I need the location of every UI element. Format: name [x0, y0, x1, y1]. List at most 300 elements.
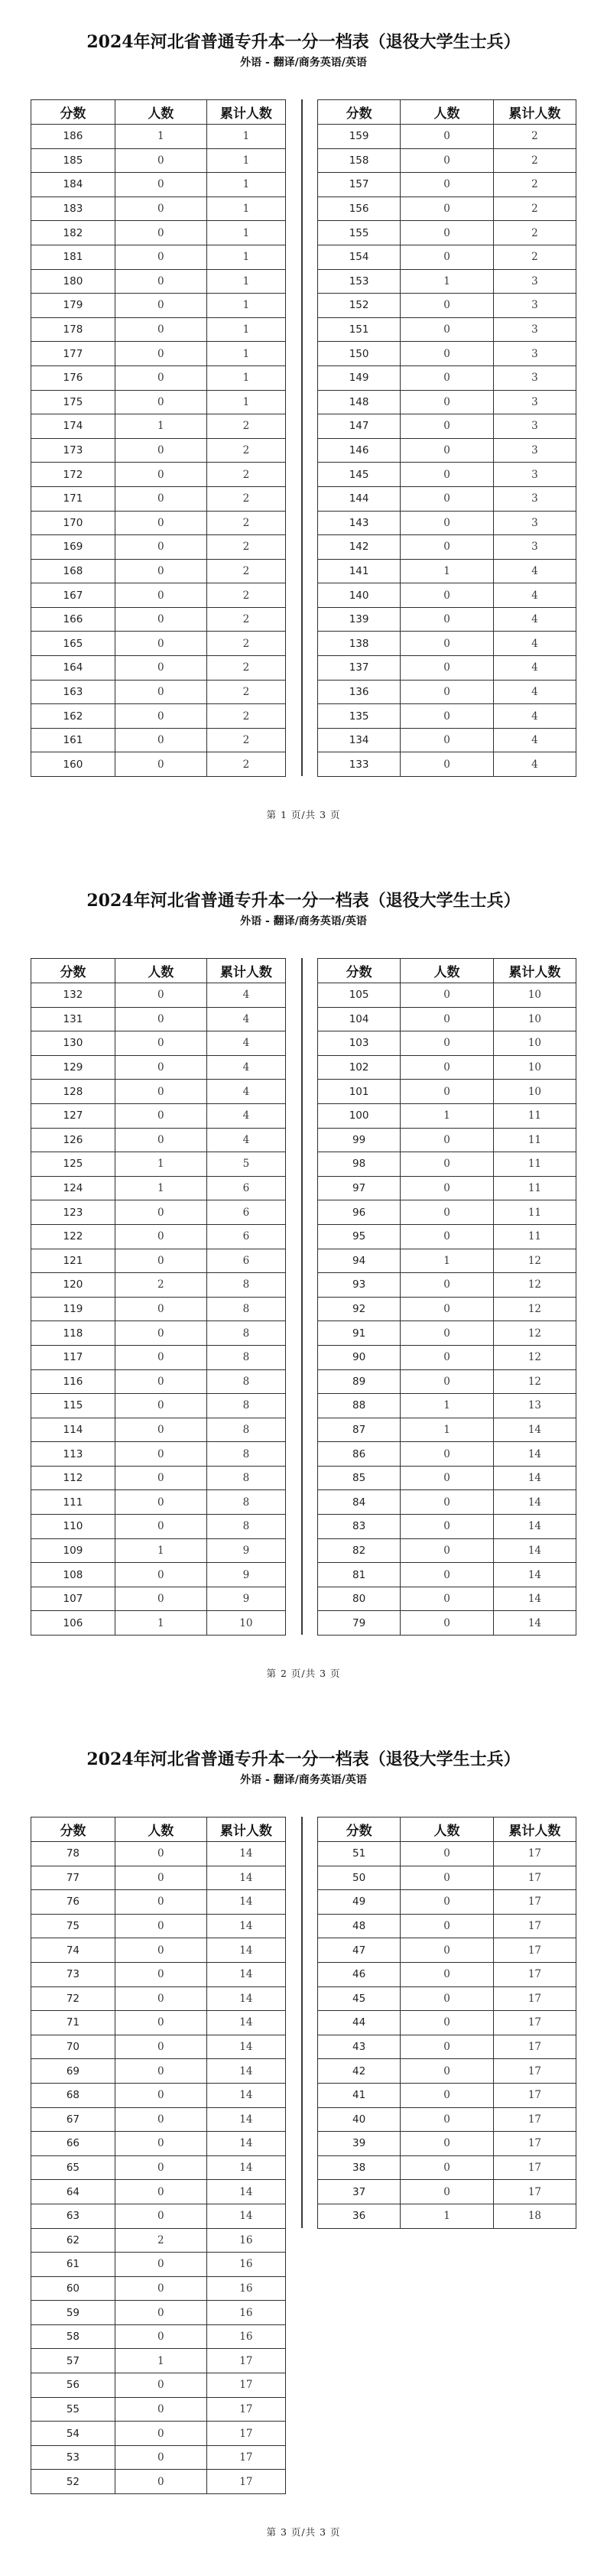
cumulative-cell: 17	[493, 1914, 576, 1938]
cumulative-cell: 8	[206, 1418, 285, 1442]
table-row	[31, 2228, 286, 2253]
cumulative-cell: 3	[493, 486, 576, 511]
count-cell: 0	[115, 1986, 206, 2011]
score-cell: 163	[31, 680, 115, 704]
score-cell: 106	[31, 1611, 115, 1636]
table-row	[318, 125, 576, 149]
count-cell: 0	[401, 197, 494, 221]
score-cell: 176	[31, 365, 115, 390]
count-cell: 0	[401, 1055, 494, 1080]
cumulative-cell: 3	[493, 269, 576, 294]
score-cell: 61	[31, 2253, 115, 2277]
score-cell: 71	[31, 2011, 115, 2035]
score-cell: 142	[318, 535, 401, 560]
cumulative-cell: 4	[493, 607, 576, 632]
count-cell: 0	[401, 535, 494, 560]
cumulative-cell: 14	[493, 1418, 576, 1442]
table-row	[318, 1128, 576, 1152]
table-row	[31, 656, 286, 681]
column-header: 累计人数	[206, 100, 285, 125]
count-cell: 0	[401, 2083, 494, 2107]
table-row	[318, 1273, 576, 1298]
cumulative-cell: 8	[206, 1442, 285, 1467]
count-cell: 1	[401, 1103, 494, 1128]
table-row	[31, 2132, 286, 2156]
table-row	[31, 1224, 286, 1249]
cumulative-cell: 17	[493, 1986, 576, 2011]
score-cell: 140	[318, 583, 401, 608]
count-cell: 0	[115, 752, 206, 777]
score-cell: 127	[31, 1103, 115, 1128]
table-row	[31, 173, 286, 197]
count-cell: 0	[115, 1031, 206, 1056]
cumulative-cell: 8	[206, 1369, 285, 1394]
cumulative-cell: 3	[493, 342, 576, 366]
column-header: 分数	[318, 100, 401, 125]
score-cell: 179	[31, 294, 115, 318]
score-cell: 97	[318, 1176, 401, 1200]
cumulative-cell: 14	[493, 1563, 576, 1587]
table-row	[31, 2422, 286, 2446]
count-cell: 0	[115, 1914, 206, 1938]
score-cell: 166	[31, 607, 115, 632]
count-cell: 0	[401, 1442, 494, 1467]
score-cell: 139	[318, 607, 401, 632]
count-cell: 0	[115, 2301, 206, 2325]
table-row	[318, 1369, 576, 1394]
cumulative-cell: 17	[493, 1866, 576, 1890]
cumulative-cell: 8	[206, 1466, 285, 1490]
table-row	[31, 2035, 286, 2059]
table-row	[31, 704, 286, 729]
cumulative-cell: 4	[206, 1103, 285, 1128]
score-cell: 134	[318, 728, 401, 752]
cumulative-cell: 3	[493, 365, 576, 390]
count-cell: 0	[115, 1080, 206, 1104]
cumulative-cell: 10	[493, 1080, 576, 1104]
count-cell: 0	[401, 1080, 494, 1104]
cumulative-cell: 16	[206, 2301, 285, 2325]
column-header: 累计人数	[493, 1817, 576, 1842]
score-cell: 91	[318, 1321, 401, 1346]
score-cell: 113	[31, 1442, 115, 1467]
count-cell: 0	[115, 1587, 206, 1611]
column-header: 分数	[31, 1817, 115, 1842]
cumulative-cell: 2	[206, 704, 285, 729]
count-cell: 0	[115, 2324, 206, 2349]
score-cell: 62	[31, 2228, 115, 2253]
count-cell: 0	[115, 1055, 206, 1080]
table-row	[318, 559, 576, 583]
page-number-footer: 第 3 页/共 3 页	[266, 2526, 341, 2538]
column-header: 累计人数	[493, 100, 576, 125]
score-cell: 63	[31, 2204, 115, 2228]
score-cell: 102	[318, 1055, 401, 1080]
count-cell: 0	[115, 1297, 206, 1321]
table-row	[318, 414, 576, 439]
table-row	[31, 1249, 286, 1273]
count-cell: 0	[401, 1563, 494, 1587]
score-cell: 121	[31, 1249, 115, 1273]
score-cell: 96	[318, 1200, 401, 1225]
score-cell: 41	[318, 2083, 401, 2107]
cumulative-cell: 2	[206, 728, 285, 752]
score-cell: 128	[31, 1080, 115, 1104]
score-cell: 83	[318, 1515, 401, 1539]
table-divider	[301, 1817, 303, 2228]
count-cell: 1	[401, 2204, 494, 2228]
count-cell: 0	[115, 1128, 206, 1152]
score-cell: 93	[318, 1273, 401, 1298]
table-row	[31, 148, 286, 173]
count-cell: 0	[401, 1321, 494, 1346]
score-cell: 120	[31, 1273, 115, 1298]
page-number-footer: 第 1 页/共 3 页	[266, 809, 341, 820]
count-cell: 0	[401, 983, 494, 1008]
table-row	[318, 1249, 576, 1273]
table-row	[31, 414, 286, 439]
table-row	[318, 365, 576, 390]
count-cell: 0	[401, 1538, 494, 1563]
count-cell: 0	[115, 1890, 206, 1915]
cumulative-cell: 1	[206, 342, 285, 366]
count-cell: 1	[401, 269, 494, 294]
count-cell: 0	[401, 1842, 494, 1866]
table-row	[31, 1490, 286, 1515]
score-cell: 99	[318, 1128, 401, 1152]
count-cell: 0	[115, 317, 206, 342]
score-cell: 76	[31, 1890, 115, 1915]
cumulative-cell: 17	[206, 2349, 285, 2373]
cumulative-cell: 6	[206, 1224, 285, 1249]
score-cell: 43	[318, 2035, 401, 2059]
count-cell: 0	[115, 1466, 206, 1490]
cumulative-cell: 16	[206, 2228, 285, 2253]
count-cell: 1	[115, 125, 206, 149]
count-cell: 0	[401, 1369, 494, 1394]
score-cell: 100	[318, 1103, 401, 1128]
table-row	[31, 197, 286, 221]
count-cell: 0	[115, 983, 206, 1008]
score-cell: 143	[318, 511, 401, 535]
count-cell: 0	[115, 535, 206, 560]
count-cell: 0	[401, 1938, 494, 1963]
count-cell: 0	[401, 245, 494, 269]
table-row	[31, 1369, 286, 1394]
column-header: 分数	[31, 100, 115, 125]
count-cell: 0	[401, 583, 494, 608]
score-cell: 118	[31, 1321, 115, 1346]
count-cell: 0	[401, 752, 494, 777]
cumulative-cell: 2	[206, 680, 285, 704]
cumulative-cell: 2	[206, 632, 285, 656]
table-row	[318, 1055, 576, 1080]
table-row	[31, 2059, 286, 2084]
cumulative-cell: 12	[493, 1297, 576, 1321]
table-row	[318, 1962, 576, 1986]
count-cell: 0	[115, 1103, 206, 1128]
count-cell: 0	[115, 2253, 206, 2277]
score-cell: 180	[31, 269, 115, 294]
table-row	[318, 1176, 576, 1200]
cumulative-cell: 2	[206, 583, 285, 608]
count-cell: 0	[115, 1200, 206, 1225]
score-cell: 115	[31, 1394, 115, 1418]
score-cell: 103	[318, 1031, 401, 1056]
score-cell: 67	[31, 2107, 115, 2132]
column-header: 人数	[115, 959, 206, 983]
table-divider	[301, 958, 303, 1635]
score-cell: 60	[31, 2276, 115, 2301]
cumulative-cell: 17	[493, 1890, 576, 1915]
table-row	[31, 1563, 286, 1587]
count-cell: 1	[115, 2349, 206, 2373]
table-row	[318, 983, 576, 1008]
score-cell: 145	[318, 463, 401, 487]
score-cell: 150	[318, 342, 401, 366]
score-cell: 159	[318, 125, 401, 149]
score-cell: 44	[318, 2011, 401, 2035]
score-cell: 117	[31, 1345, 115, 1369]
cumulative-cell: 14	[493, 1466, 576, 1490]
count-cell: 0	[115, 2445, 206, 2470]
cumulative-cell: 1	[206, 294, 285, 318]
cumulative-cell: 14	[206, 2035, 285, 2059]
table-row	[31, 1515, 286, 1539]
count-cell: 0	[115, 1962, 206, 1986]
cumulative-cell: 17	[493, 2035, 576, 2059]
table-row	[318, 1200, 576, 1225]
score-cell: 70	[31, 2035, 115, 2059]
count-cell: 0	[115, 245, 206, 269]
count-cell: 0	[115, 463, 206, 487]
table-row	[318, 1418, 576, 1442]
count-cell: 0	[401, 2132, 494, 2156]
score-cell: 65	[31, 2155, 115, 2180]
cumulative-cell: 2	[206, 486, 285, 511]
score-cell: 72	[31, 1986, 115, 2011]
score-cell: 172	[31, 463, 115, 487]
count-cell: 0	[115, 1938, 206, 1963]
score-cell: 124	[31, 1176, 115, 1200]
count-cell: 0	[401, 1986, 494, 2011]
cumulative-cell: 14	[206, 2059, 285, 2084]
column-header: 累计人数	[206, 959, 285, 983]
count-cell: 0	[401, 1914, 494, 1938]
score-cell: 156	[318, 197, 401, 221]
count-cell: 0	[401, 632, 494, 656]
score-cell: 51	[318, 1842, 401, 1866]
count-cell: 0	[115, 1249, 206, 1273]
score-table-left	[31, 1817, 286, 2494]
cumulative-cell: 14	[206, 2155, 285, 2180]
count-cell: 0	[401, 317, 494, 342]
table-row	[31, 1538, 286, 1563]
score-cell: 147	[318, 414, 401, 439]
cumulative-cell: 2	[206, 535, 285, 560]
cumulative-cell: 12	[493, 1321, 576, 1346]
cumulative-cell: 10	[493, 983, 576, 1008]
cumulative-cell: 8	[206, 1394, 285, 1418]
score-cell: 151	[318, 317, 401, 342]
header-row	[318, 100, 576, 125]
cumulative-cell: 1	[206, 365, 285, 390]
cumulative-cell: 17	[493, 2059, 576, 2084]
table-row	[31, 2324, 286, 2349]
header-row	[31, 100, 286, 125]
count-cell: 0	[401, 390, 494, 414]
cumulative-cell: 3	[493, 294, 576, 318]
table-row	[31, 583, 286, 608]
table-row	[318, 656, 576, 681]
count-cell: 0	[115, 1394, 206, 1418]
table-row	[31, 1031, 286, 1056]
header-row	[318, 1817, 576, 1842]
score-cell: 80	[318, 1587, 401, 1611]
cumulative-cell: 14	[206, 1986, 285, 2011]
count-cell: 0	[115, 197, 206, 221]
count-cell: 0	[401, 1866, 494, 1890]
score-cell: 50	[318, 1866, 401, 1890]
cumulative-cell: 2	[206, 607, 285, 632]
score-cell: 110	[31, 1515, 115, 1539]
cumulative-cell: 2	[206, 463, 285, 487]
table-row	[318, 317, 576, 342]
table-row	[318, 607, 576, 632]
table-row	[31, 1842, 286, 1866]
count-cell: 0	[115, 2059, 206, 2084]
table-row	[318, 1031, 576, 1056]
count-cell: 0	[401, 2059, 494, 2084]
table-row	[318, 1103, 576, 1128]
count-cell: 0	[401, 1224, 494, 1249]
cumulative-cell: 8	[206, 1273, 285, 1298]
count-cell: 0	[401, 438, 494, 463]
cumulative-cell: 14	[206, 1962, 285, 1986]
table-row	[31, 2155, 286, 2180]
count-cell: 0	[401, 607, 494, 632]
cumulative-cell: 11	[493, 1152, 576, 1177]
count-cell: 0	[401, 221, 494, 245]
score-cell: 55	[31, 2397, 115, 2422]
header-row	[31, 1817, 286, 1842]
cumulative-cell: 11	[493, 1128, 576, 1152]
score-cell: 56	[31, 2373, 115, 2398]
table-row	[318, 1890, 576, 1915]
count-cell: 0	[401, 125, 494, 149]
document-page	[0, 0, 607, 859]
count-cell: 0	[401, 1176, 494, 1200]
page-title: 2024年河北省普通专升本一分一档表（退役大学生士兵）	[86, 32, 521, 52]
document-page	[0, 1717, 607, 2576]
cumulative-cell: 11	[493, 1176, 576, 1200]
cumulative-cell: 14	[493, 1442, 576, 1467]
count-cell: 0	[401, 1611, 494, 1636]
count-cell: 0	[401, 2180, 494, 2204]
cumulative-cell: 17	[206, 2445, 285, 2470]
table-row	[318, 704, 576, 729]
score-cell: 86	[318, 1442, 401, 1467]
cumulative-cell: 17	[206, 2422, 285, 2446]
cumulative-cell: 3	[493, 511, 576, 535]
score-cell: 182	[31, 221, 115, 245]
score-cell: 59	[31, 2301, 115, 2325]
table-row	[31, 1418, 286, 1442]
cumulative-cell: 4	[206, 983, 285, 1008]
score-cell: 153	[318, 269, 401, 294]
count-cell: 1	[401, 559, 494, 583]
column-header: 人数	[115, 1817, 206, 1842]
score-cell: 75	[31, 1914, 115, 1938]
table-row	[318, 1321, 576, 1346]
cumulative-cell: 17	[493, 2011, 576, 2035]
cumulative-cell: 1	[206, 197, 285, 221]
count-cell: 0	[401, 2011, 494, 2035]
score-cell: 81	[318, 1563, 401, 1587]
table-row	[31, 752, 286, 777]
table-row	[31, 486, 286, 511]
table-row	[318, 197, 576, 221]
score-cell: 90	[318, 1345, 401, 1369]
table-row	[31, 2445, 286, 2470]
table-row	[31, 294, 286, 318]
count-cell: 2	[115, 2228, 206, 2253]
score-cell: 178	[31, 317, 115, 342]
cumulative-cell: 17	[493, 2132, 576, 2156]
count-cell: 0	[401, 2107, 494, 2132]
table-row	[318, 511, 576, 535]
cumulative-cell: 17	[206, 2470, 285, 2494]
cumulative-cell: 14	[206, 2011, 285, 2035]
score-cell: 87	[318, 1418, 401, 1442]
score-cell: 101	[318, 1080, 401, 1104]
table-row	[318, 2155, 576, 2180]
page-title: 2024年河北省普通专升本一分一档表（退役大学生士兵）	[86, 1749, 521, 1769]
cumulative-cell: 3	[493, 317, 576, 342]
table-row	[31, 1103, 286, 1128]
cumulative-cell: 3	[493, 390, 576, 414]
count-cell: 0	[401, 342, 494, 366]
count-cell: 1	[115, 1611, 206, 1636]
table-row	[318, 2035, 576, 2059]
count-cell: 0	[115, 2035, 206, 2059]
cumulative-cell: 4	[206, 1055, 285, 1080]
score-cell: 54	[31, 2422, 115, 2446]
table-row	[318, 2107, 576, 2132]
document-page	[0, 859, 607, 1717]
cumulative-cell: 11	[493, 1103, 576, 1128]
count-cell: 0	[115, 2422, 206, 2446]
count-cell: 0	[401, 463, 494, 487]
table-row	[318, 148, 576, 173]
cumulative-cell: 6	[206, 1176, 285, 1200]
cumulative-cell: 14	[493, 1587, 576, 1611]
score-cell: 88	[318, 1394, 401, 1418]
table-row	[318, 438, 576, 463]
count-cell: 0	[401, 1297, 494, 1321]
score-cell: 141	[318, 559, 401, 583]
header-row	[31, 959, 286, 983]
column-header: 分数	[318, 1817, 401, 1842]
cumulative-cell: 4	[206, 1080, 285, 1104]
score-cell: 47	[318, 1938, 401, 1963]
cumulative-cell: 17	[206, 2397, 285, 2422]
table-row	[31, 1394, 286, 1418]
score-cell: 109	[31, 1538, 115, 1563]
column-header: 人数	[401, 959, 494, 983]
column-header: 人数	[401, 100, 494, 125]
cumulative-cell: 8	[206, 1297, 285, 1321]
